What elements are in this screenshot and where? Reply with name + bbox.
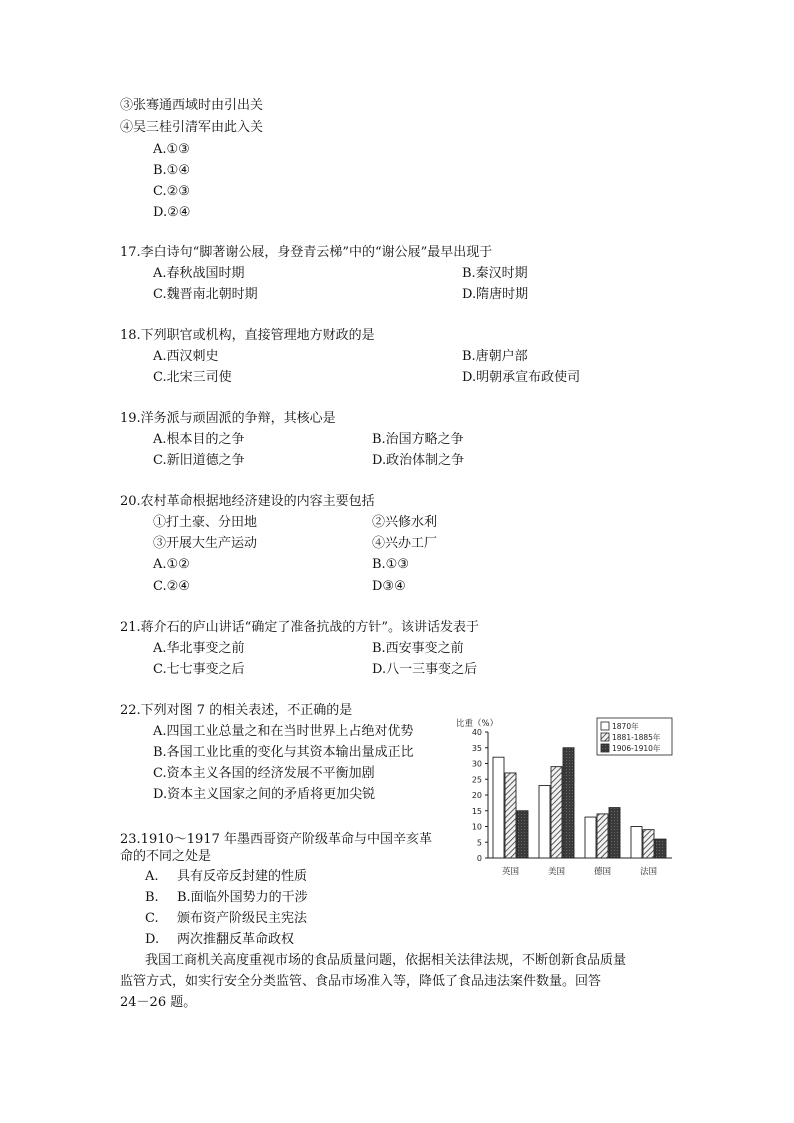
q19-stem: 19.洋务派与顽固派的争辩，其核心是 — [120, 411, 336, 426]
q19-option-c: C.新旧道德之争 — [153, 453, 245, 468]
q20-option-c: C.②④ — [153, 579, 190, 594]
q23-option-c-text: 颁布资产阶级民主宪法 — [177, 911, 308, 926]
q23-option-b — [145, 889, 308, 907]
q22-option-c: C.资本主义各国的经济发展不平衡加剧 — [153, 766, 375, 781]
q20-item-2: ②兴修水利 — [372, 515, 438, 530]
bar-0-2 — [517, 811, 528, 858]
q23-option-d — [145, 931, 294, 949]
y-tick-label: 15 — [471, 806, 482, 816]
y-tick-label: 35 — [471, 743, 482, 753]
bar-0-0 — [493, 757, 504, 858]
bar-0-1 — [505, 773, 516, 858]
q20-item-4: ④兴办工厂 — [372, 536, 438, 551]
x-category-label: 美国 — [547, 867, 566, 877]
q18-option-c: C.北宋三司使 — [153, 370, 232, 385]
q22-option-d: D.资本主义国家之间的矛盾将更加尖锐 — [153, 787, 376, 802]
q18-option-a: A.西汉刺史 — [153, 349, 219, 364]
legend-label: 1881-1885年 — [612, 733, 661, 742]
q23-option-b-text: B.面临外国势力的干涉 — [177, 890, 308, 905]
q23-option-a-label: A. — [145, 869, 159, 884]
q23-option-b-label: B. — [145, 890, 159, 905]
q17-stem: 17.李白诗句“脚著谢公屐，身登青云梯”中的“谢公屐”最早出现于 — [120, 245, 493, 260]
carry-item-4: ④吴三桂引清军由此入关 — [120, 120, 264, 135]
q19-option-d: D.政治体制之争 — [372, 453, 465, 468]
bar-1-2 — [563, 748, 574, 858]
legend-swatch — [601, 744, 609, 752]
q17-option-c: C.魏晋南北朝时期 — [153, 287, 258, 302]
q20-item-1: ①打土豪、分田地 — [153, 515, 258, 530]
q20-option-d: D③④ — [372, 579, 406, 594]
bar-2-0 — [585, 817, 596, 858]
x-category-label: 法国 — [639, 867, 658, 877]
q17-option-b: B.秦汉时期 — [462, 266, 528, 281]
q20-item-3: ③开展大生产运动 — [153, 536, 258, 551]
bar-2-1 — [597, 814, 608, 858]
q23-option-c-label: C. — [145, 911, 159, 926]
legend-label: 1906-1910年 — [612, 744, 661, 753]
bar-1-0 — [539, 786, 550, 858]
y-tick-label: 0 — [476, 854, 482, 863]
x-category-label: 德国 — [593, 867, 612, 877]
q20-stem: 20.农村革命根据地经济建设的内容主要包括 — [120, 494, 375, 509]
q23-stem-line2: 命的不同之处是 — [120, 849, 212, 864]
q18-stem: 18.下列职官或机构，直接管理地方财政的是 — [120, 328, 375, 343]
q18-option-d: D.明朝承宣布政使司 — [462, 370, 581, 385]
q20-option-a: A.①② — [153, 557, 190, 572]
y-tick-label: 20 — [471, 791, 482, 800]
q23-option-a — [145, 868, 307, 886]
q21-option-b: B.西安事变之前 — [372, 641, 464, 656]
legend-swatch — [601, 733, 609, 741]
passage-line-1: 我国工商机关高度重视市场的食品质量问题，依据相关法律法规，不断创新食品质量 — [145, 953, 627, 968]
q22-stem: 22.下列对图 7 的相关表述，不正确的是 — [120, 703, 353, 718]
q23-option-c — [145, 910, 307, 928]
q23-option-d-label: D. — [145, 932, 160, 947]
bar-1-1 — [551, 767, 562, 858]
bar-2-2 — [609, 808, 620, 858]
q19-option-a: A.根本目的之争 — [153, 432, 245, 447]
q20-option-b: B.①③ — [372, 557, 409, 572]
bar-3-0 — [631, 827, 642, 859]
q22-option-b: B.各国工业比重的变化与其资本输出量成正比 — [153, 745, 414, 760]
q23-option-d-text: 两次推翻反革命政权 — [177, 932, 295, 947]
q17-option-d: D.隋唐时期 — [462, 287, 529, 302]
bar-3-1 — [643, 830, 654, 858]
bar-3-2 — [655, 839, 666, 858]
x-category-label: 英国 — [501, 867, 520, 877]
q23-stem-line1: 23.1910～1917 年墨西哥资产阶级革命与中国辛亥革 — [120, 832, 432, 847]
carry-option-d: D.②④ — [153, 205, 191, 220]
q19-option-b: B.治国方略之争 — [372, 432, 464, 447]
q21-option-c: C.七七事变之后 — [153, 662, 245, 677]
legend-label: 1870年 — [612, 722, 639, 731]
carry-option-a: A.①③ — [153, 142, 190, 157]
y-tick-label: 30 — [471, 759, 482, 769]
q21-option-a: A.华北事变之前 — [153, 641, 245, 656]
chart-ylabel: 比重（%） — [456, 719, 499, 729]
q22-option-a: A.四国工业总量之和在当时世界上占绝对优势 — [153, 724, 414, 739]
legend-swatch — [601, 722, 609, 730]
q21-option-d: D.八一三事变之后 — [372, 662, 478, 677]
q23-option-a-text: 具有反帝反封建的性质 — [177, 869, 308, 884]
y-tick-label: 10 — [471, 822, 482, 832]
y-tick-label: 25 — [471, 775, 482, 785]
y-tick-label: 40 — [471, 728, 482, 737]
q18-option-b: B.唐朝户部 — [462, 349, 528, 364]
passage-line-3: 24－26 题。 — [120, 995, 197, 1010]
carry-item-3: ③张骞通西域时由引出关 — [120, 98, 264, 113]
q21-stem: 21.蒋介石的庐山讲话“确定了准备抗战的方针”。该讲话发表于 — [120, 620, 479, 635]
carry-option-c: C.②③ — [153, 184, 190, 199]
y-tick-label: 5 — [476, 838, 482, 848]
q17-option-a: A.春秋战国时期 — [153, 266, 245, 281]
passage-line-2: 监管方式，如实行安全分类监管、食品市场准入等，降低了食品违法案件数量。回答 — [120, 974, 602, 989]
industrial-share-chart — [452, 712, 674, 884]
carry-option-b: B.①④ — [153, 163, 190, 178]
